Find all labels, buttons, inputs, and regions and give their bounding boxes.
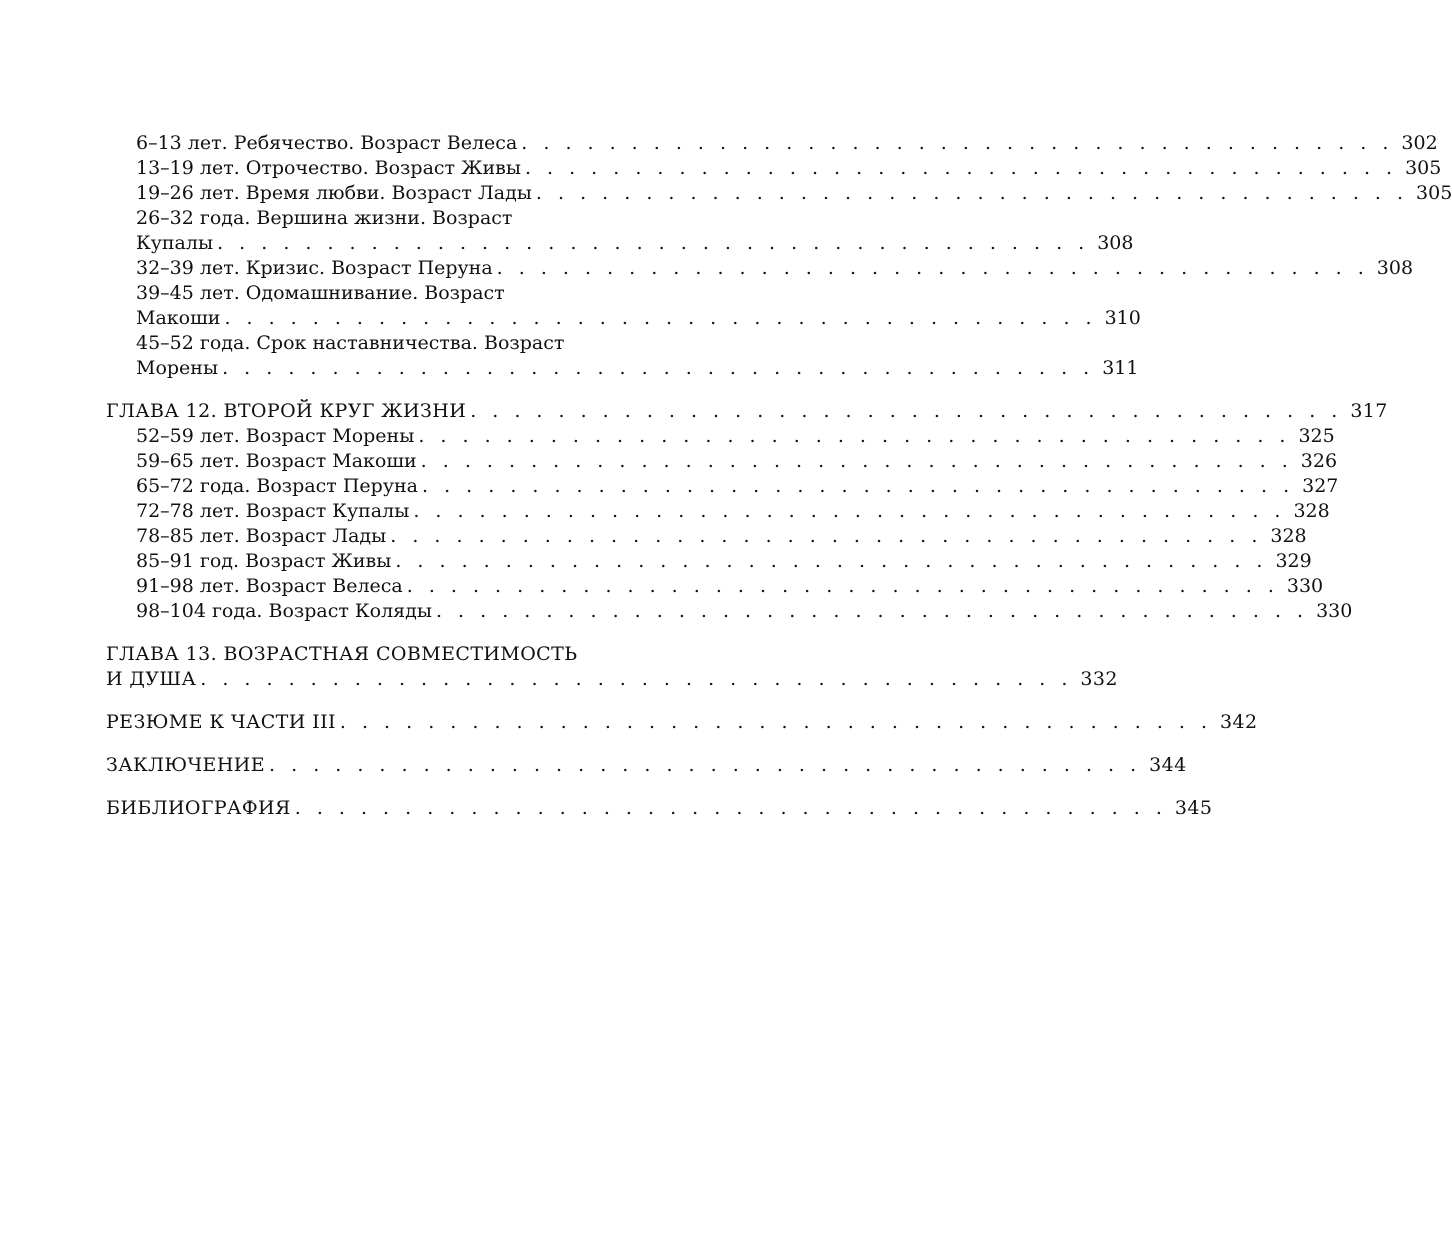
dot-leader: . . . . . . . . . . . . . . . . . . . . . . . . . . . . . . . . . . . . . . . . xyxy=(413,500,1286,522)
toc-entry-title: 45–52 года. Срок наставничества. Возраст xyxy=(136,332,565,354)
toc-entry-page: 308 xyxy=(1376,257,1414,279)
dot-leader: . . . . . . . . . . . . . . . . . . . . . . . . . . . . . . . . . . . . . . . . xyxy=(269,754,1142,776)
toc-entry xyxy=(106,449,1338,474)
section-page: 344 xyxy=(1149,754,1187,776)
spacer xyxy=(106,735,630,753)
section-page: 342 xyxy=(1220,711,1258,733)
toc-entry-continuation xyxy=(106,231,1134,256)
toc-entry xyxy=(106,156,1442,181)
toc-entry xyxy=(106,499,1330,524)
dot-leader: . . . . . . . . . . . . . . . . . . . . . . . . . . . . . . . . . . . . . . . . xyxy=(390,525,1263,547)
toc-entry xyxy=(106,131,1438,156)
dot-leader: . . . . . . . . . . . . . . . . . . . . . . . . . . . . . . . . . . . . . . . . xyxy=(496,257,1369,279)
toc-entry-page: 305 xyxy=(1405,157,1442,179)
toc-entry-wrapped xyxy=(106,331,630,356)
spacer xyxy=(106,381,630,399)
toc-entry-page: 328 xyxy=(1270,525,1307,547)
spacer xyxy=(106,624,630,642)
toc-entry xyxy=(106,181,1452,206)
toc-entry xyxy=(106,524,1307,549)
dot-leader: . . . . . . . . . . . . . . . . . . . . . . . . . . . . . . . . . . . . . . . . xyxy=(224,307,1097,329)
toc-entry-wrapped xyxy=(106,206,630,231)
dot-leader: . . . . . . . . . . . . . . . . . . . . . . . . . . . . . . . . . . . . . . . . xyxy=(395,550,1268,572)
toc-entry xyxy=(106,424,1335,449)
toc-entry xyxy=(106,574,1324,599)
dot-leader: . . . . . . . . . . . . . . . . . . . . . . . . . . . . . . . . . . . . . . . . xyxy=(294,797,1167,819)
toc-entry-title: 19–26 лет. Время любви. Возраст Лады xyxy=(136,182,532,204)
toc-entry-page: 310 xyxy=(1104,307,1141,329)
spacer xyxy=(106,692,630,710)
dot-leader: . . . . . . . . . . . . . . . . . . . . . . . . . . . . . . . . . . . . . . . . xyxy=(420,450,1293,472)
chapter-title: И ДУША xyxy=(106,668,197,690)
dot-leader: . . . . . . . . . . . . . . . . . . . . . . . . . . . . . . . . . . . . . . . . xyxy=(435,600,1309,622)
dot-leader: . . . . . . . . . . . . . . . . . . . . . . . . . . . . . . . . . . . . . . . . xyxy=(406,575,1279,597)
toc-entry-title: 32–39 лет. Кризис. Возраст Перуна xyxy=(136,257,493,279)
toc-entry-page: 329 xyxy=(1275,550,1312,572)
toc-entry-title: 98–104 года. Возраст Коляды xyxy=(136,600,432,622)
dot-leader: . . . . . . . . . . . . . . . . . . . . . . . . . . . . . . . . . . . . . . . . xyxy=(422,475,1295,497)
toc-entry-title: 78–85 лет. Возраст Лады xyxy=(136,525,387,547)
toc-entry-page: 308 xyxy=(1097,232,1134,254)
dot-leader: . . . . . . . . . . . . . . . . . . . . . . . . . . . . . . . . . . . . . . . . xyxy=(524,157,1398,179)
toc-entry-title: 85–91 год. Возраст Живы xyxy=(136,550,392,572)
toc-entry-title: Макоши xyxy=(136,307,221,329)
toc-entry-title: 26–32 года. Вершина жизни. Возраст xyxy=(136,207,513,229)
toc-entry-page: 330 xyxy=(1316,600,1353,622)
toc-bibliography xyxy=(106,796,1213,821)
dot-leader: . . . . . . . . . . . . . . . . . . . . . . . . . . . . . . . . . . . . . . . . xyxy=(470,400,1343,422)
dot-leader: . . . . . . . . . . . . . . . . . . . . . . . . . . . . . . . . . . . . . . . . xyxy=(418,425,1291,447)
chapter-title: ГЛАВА 12. ВТОРОЙ КРУГ ЖИЗНИ xyxy=(106,400,467,422)
toc-entry xyxy=(106,474,1339,499)
toc-entry-title: Купалы xyxy=(136,232,214,254)
toc-entry-page: 328 xyxy=(1293,500,1330,522)
toc-entry xyxy=(106,599,1353,624)
dot-leader: . . . . . . . . . . . . . . . . . . . . . . . . . . . . . . . . . . . . . . . . xyxy=(217,232,1090,254)
toc-entry-title: 59–65 лет. Возраст Макоши xyxy=(136,450,417,472)
toc-entry xyxy=(106,549,1312,574)
toc-entry-page: 330 xyxy=(1286,575,1324,597)
toc-entry-page: 311 xyxy=(1102,357,1139,379)
dot-leader: . . . . . . . . . . . . . . . . . . . . . . . . . . . . . . . . . . . . . . . . xyxy=(339,711,1213,733)
chapter-page: 332 xyxy=(1080,668,1118,690)
toc-entry-title: 13–19 лет. Отрочество. Возраст Живы xyxy=(136,157,521,179)
toc-chapter-13-continuation xyxy=(106,667,1118,692)
dot-leader: . . . . . . . . . . . . . . . . . . . . . . . . . . . . . . . . . . . . . . . . xyxy=(535,182,1409,204)
toc-chapter-13 xyxy=(106,642,630,667)
toc-chapter-12 xyxy=(106,399,1388,424)
chapter-title: ГЛАВА 13. ВОЗРАСТНАЯ СОВМЕСТИМОСТЬ xyxy=(106,643,578,665)
dot-leader: . . . . . . . . . . . . . . . . . . . . . . . . . . . . . . . . . . . . . . . . xyxy=(200,668,1073,690)
toc-entry-title: 91–98 лет. Возраст Велеса xyxy=(136,575,403,597)
toc-entry-page: 302 xyxy=(1401,132,1438,154)
dot-leader: . . . . . . . . . . . . . . . . . . . . . . . . . . . . . . . . . . . . . . . . xyxy=(521,132,1394,154)
toc-entry-page: 325 xyxy=(1298,425,1335,447)
section-title: ЗАКЛЮЧЕНИЕ xyxy=(106,754,266,776)
toc-entry-page: 326 xyxy=(1300,450,1338,472)
toc-entry-title: Морены xyxy=(136,357,219,379)
toc-entry-title: 52–59 лет. Возраст Морены xyxy=(136,425,415,447)
toc-entry-continuation xyxy=(106,356,1139,381)
toc-entry-wrapped xyxy=(106,281,630,306)
toc-entry-title: 65–72 года. Возраст Перуна xyxy=(136,475,418,497)
toc-entry-title: 6–13 лет. Ребячество. Возраст Велеса xyxy=(136,132,518,154)
toc-entry-page: 327 xyxy=(1302,475,1339,497)
toc-entry-page: 305 xyxy=(1416,182,1452,204)
toc-summary xyxy=(106,710,1258,735)
section-title: РЕЗЮМЕ К ЧАСТИ III xyxy=(106,711,336,733)
toc-entry xyxy=(106,256,1414,281)
table-of-contents xyxy=(106,131,1452,821)
spacer xyxy=(106,778,630,796)
section-title: БИБЛИОГРАФИЯ xyxy=(106,797,291,819)
toc-entry-title: 39–45 лет. Одомашнивание. Возраст xyxy=(136,282,505,304)
toc-conclusion xyxy=(106,753,1187,778)
dot-leader: . . . . . . . . . . . . . . . . . . . . . . . . . . . . . . . . . . . . . . . . xyxy=(222,357,1095,379)
toc-entry-title: 72–78 лет. Возраст Купалы xyxy=(136,500,410,522)
chapter-page: 317 xyxy=(1350,400,1388,422)
section-page: 345 xyxy=(1174,797,1213,819)
toc-entry-continuation xyxy=(106,306,1141,331)
